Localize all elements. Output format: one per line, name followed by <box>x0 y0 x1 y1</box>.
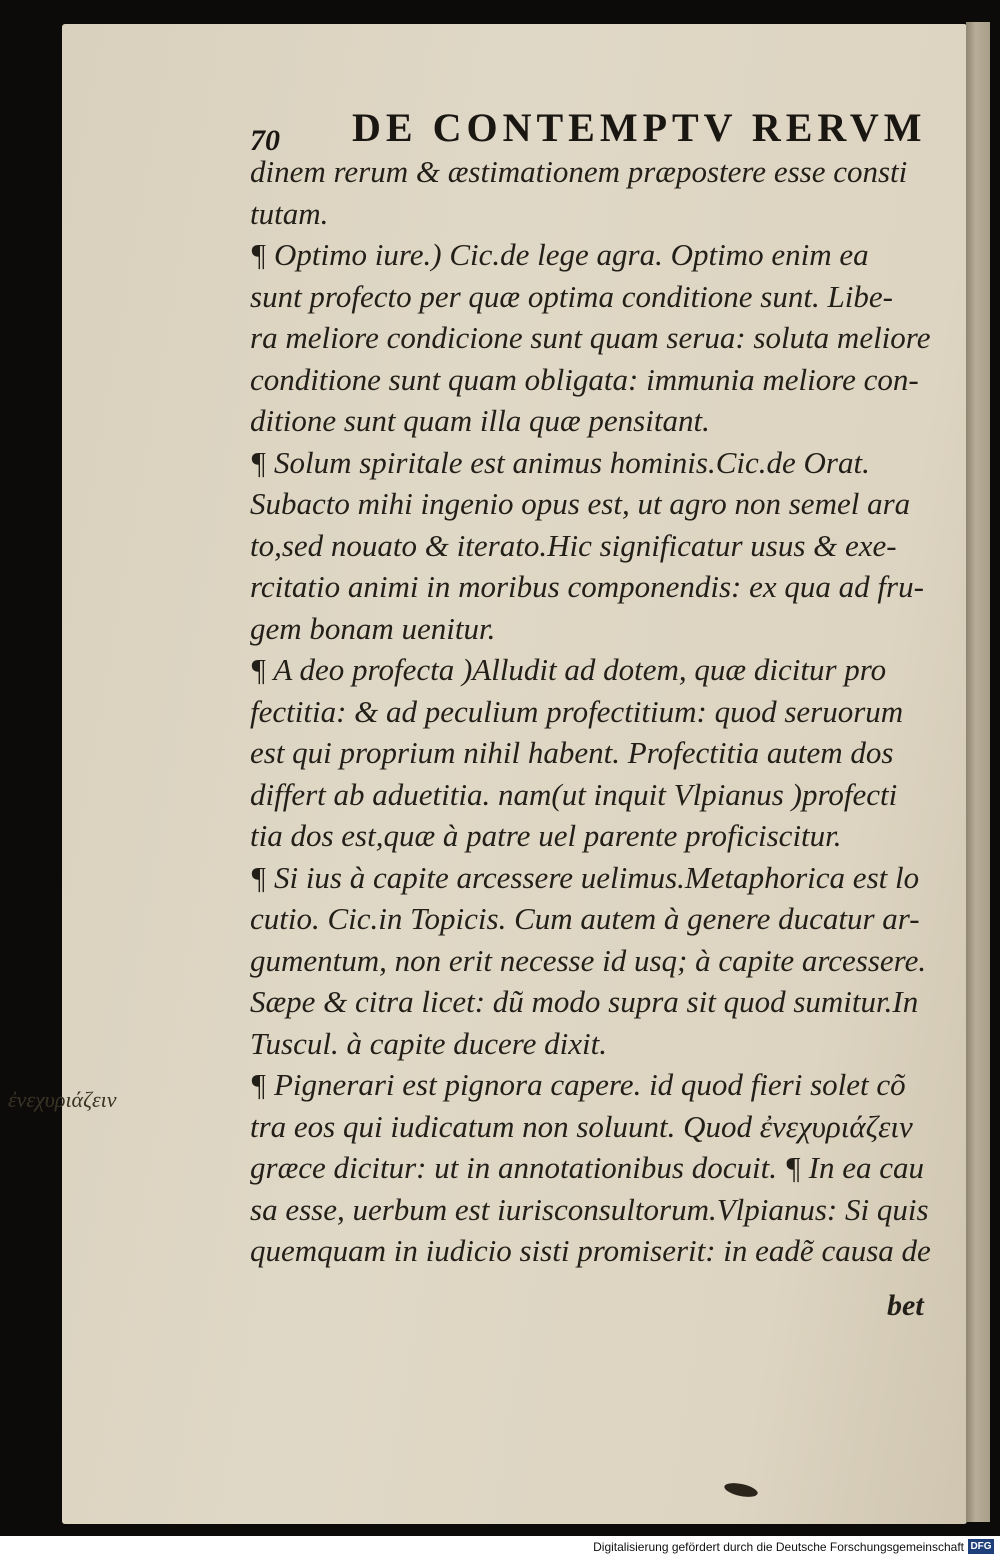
text-line: to,sed nouato & iterato.Hic significatur usus & exe- <box>250 527 897 563</box>
text-line: dinem rerum & æstimationem præpostere esse consti <box>250 154 908 189</box>
text-line: gumentum, non erit necesse id usq; à capite arcessere. <box>250 942 927 978</box>
text-line: cutio. Cic.in Topicis. Cum autem à genere ducatur ar- <box>250 901 920 936</box>
book-page <box>62 24 967 1524</box>
running-title: DE CONTEMPTV RERVM <box>352 105 927 150</box>
text-line: Subacto mihi ingenio opus est, ut agro non semel ara <box>250 486 911 521</box>
text-line: Tuscul. à capite ducere dixit. <box>250 1025 607 1061</box>
text-line: sunt profecto per quæ optima conditione sunt. Libe- <box>250 278 893 314</box>
digitization-footer <box>0 1536 1000 1559</box>
text-line: ra meliore condicione sunt quam serua: soluta meliore <box>250 320 931 355</box>
marginal-note: ἐνεχυριάζειν <box>8 1087 117 1112</box>
dfg-logo: DFG <box>968 1539 994 1554</box>
text-line: conditione sunt quam obligata: immunia meliore con- <box>250 361 919 397</box>
body-text <box>250 151 955 1272</box>
page-number: 70 <box>250 124 280 157</box>
text-line: ¶ Pignerari est pignora capere. id quod fieri solet cõ <box>250 1067 906 1102</box>
text-line: tra eos qui iudicatum non soluunt. Quod ἐνεχυριάζειν <box>250 1108 913 1144</box>
text-line: Sæpe & citra licet: dũ modo supra sit quod sumitur.In <box>250 984 919 1019</box>
text-line: rcitatio animi in moribus componendis: ex qua ad fru- <box>250 569 924 604</box>
text-line: græce dicitur: ut in annotationibus docuit. ¶ In ea cau <box>250 1150 925 1185</box>
ink-ornament <box>723 1481 759 1500</box>
text-line: differt ab aduetitia. nam(ut inquit Vlpianus )profecti <box>250 776 898 812</box>
text-line: ¶ Si ius à capite arcessere uelimus.Metaphorica est lo <box>250 859 920 895</box>
text-line: ¶ Optimo iure.) Cic.de lege agra. Optimo enim ea <box>250 237 869 272</box>
funding-notice: Digitalisierung gefördert durch die Deutsche Forschungsgemeinschaft <box>593 1540 964 1554</box>
text-line: est qui proprium nihil habent. Profectitia autem dos <box>250 735 894 770</box>
text-line: fectitia: & ad peculium profectitium: quod seruorum <box>250 693 904 729</box>
text-line: tutam. <box>250 195 329 231</box>
text-line: gem bonam uenitur. <box>250 610 496 646</box>
catchword: bet <box>887 1289 924 1322</box>
text-line: ¶ Solum spiritale est animus hominis.Cic.de Orat. <box>250 444 870 480</box>
text-line: sa esse, uerbum est iurisconsultorum.Vlpianus: Si quis <box>250 1191 929 1227</box>
text-line: tia dos est,quæ à patre uel parente proficiscitur. <box>250 818 842 853</box>
facing-page-edge <box>966 22 990 1522</box>
text-line: ditione sunt quam illa quæ pensitant. <box>250 403 710 438</box>
text-line: ¶ A deo profecta )Alludit ad dotem, quæ dicitur pro <box>250 652 887 687</box>
text-line: quemquam in iudicio sisti promiserit: in eadẽ causa de <box>250 1233 931 1268</box>
